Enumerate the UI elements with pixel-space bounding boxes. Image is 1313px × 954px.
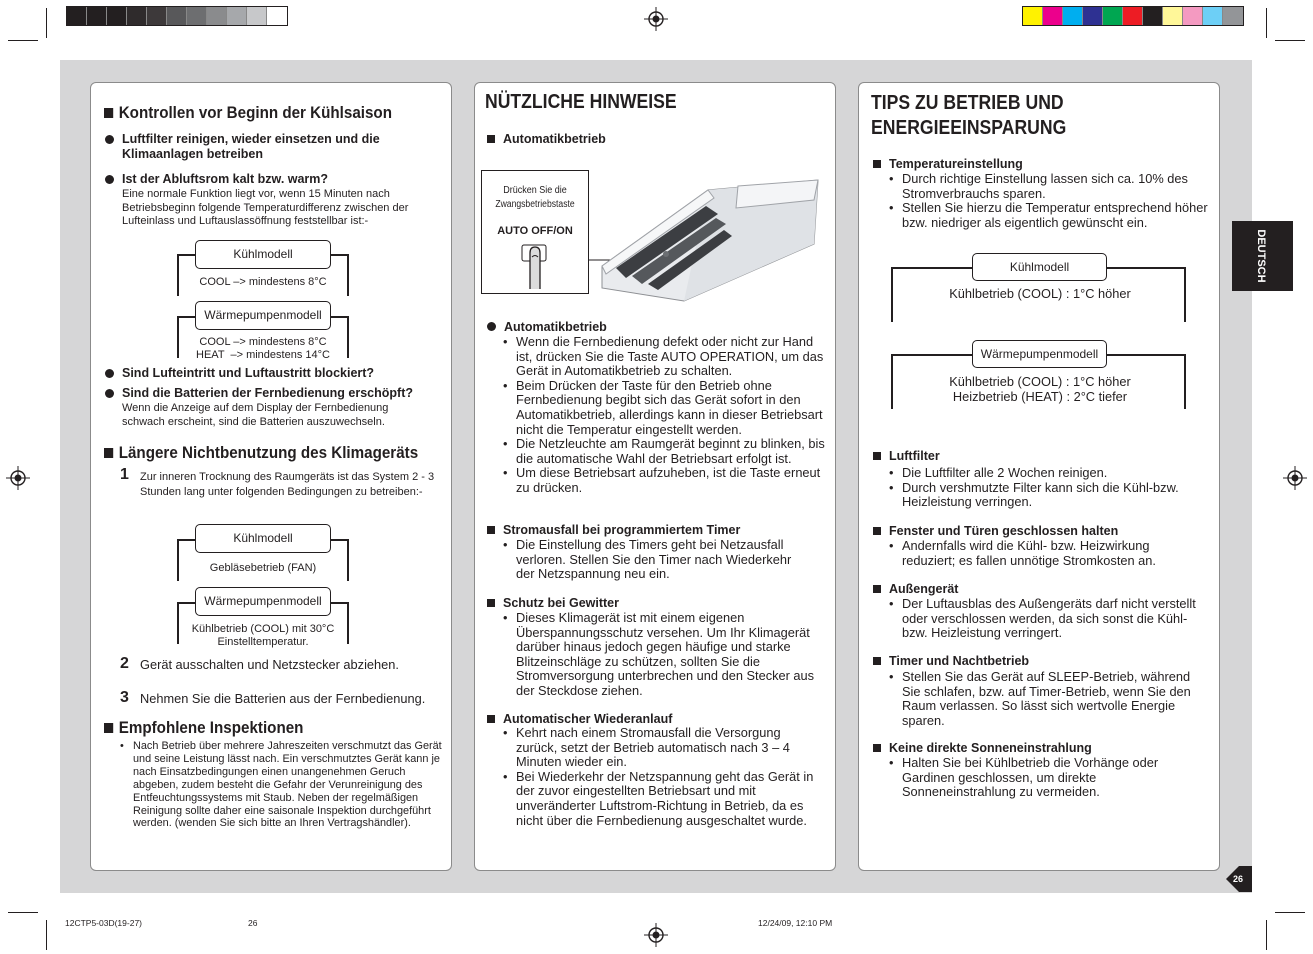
subsection-text: Automatischer Wiederanlauf [503, 712, 673, 726]
step-text: Nehmen Sie die Batterien aus der Fernbedienung. [140, 691, 426, 706]
subsection-text: Keine direkte Sonneneinstrahlung [889, 741, 1092, 755]
list-item: • Beim Drücken der Taste für den Betrieb ohne Fernbedienung begibt sich das Gerät sofort in den Automatikbetrieb, allerdings kann in dieser Betriebsart nicht die Temperatur eingestellt werden. [503, 379, 825, 437]
diagram-text: Kühlbetrieb (COOL) : 1°C höher [949, 286, 1131, 301]
list-item: • Andernfalls wird die Kühl- bzw. Heizwirkung reduziert; es fallen unnötige Stromkosten an. [889, 539, 1199, 568]
filter-list [889, 466, 1209, 510]
window-list [889, 539, 1199, 568]
diagram-text: Kühlbetrieb (COOL) : 1°C höher [949, 374, 1131, 389]
check-item: Luftfilter reinigen, wieder einsetzen und die Klimaanlagen betreiben [122, 132, 380, 161]
list-item: • Stellen Sie das Gerät auf SLEEP-Betrieb, während Sie schlafen, bzw. auf Timer-Betrieb, wenn Sie den Raum verlassen. So lässt sich wertvolle Energie sparen. [889, 670, 1211, 728]
list-item: • Nach Betrieb über mehrere Jahreszeiten verschmutzt das Gerät und seine Leistung lässt nach. Ein verschmutztes Gerät kann je nach Einsatzbedingungen einen unangenehmen Geruch abgeben, zudem besteht die Gefahr der Verunreinigung des Entfeuchtungssystems mit Staub. Neben der regelmäßigen Reinigung sollte daher eine saisonale Inspektion durchgeführt werden. (wenden Sie sich bitte an Ihren Vertragshändler). [120, 740, 442, 830]
outdoor-unit-list [889, 597, 1211, 641]
check-item: Ist der Abluftsrom kalt bzw. warm? [122, 172, 329, 186]
step-number: 3 [120, 689, 129, 706]
color-swatch [147, 7, 167, 25]
heading-text: Längere Nichtbenutzung des Klimageräts [118, 444, 419, 462]
list-item: • Halten Sie bei Kühlbetrieb die Vorhänge oder Gardinen geschlossen, um direkte Sonneneinstrahlung zu vermeiden. [889, 756, 1211, 800]
list-item: • Stellen Sie hierzu die Temperatur entsprechend höher bzw. niedriger als eigentlich gewünscht ein. [889, 201, 1211, 230]
registration-mark-icon [644, 923, 668, 947]
heading-text: Empfohlene Inspektionen [118, 719, 304, 737]
color-swatch [227, 7, 247, 25]
footer-page: 26 [248, 918, 258, 928]
footer-date: 12/24/09, 12:10 PM [758, 918, 833, 928]
list-item: • Wenn die Fernbedienung defekt oder nicht zur Hand ist, drücken Sie die Taste AUTO OPERATION, um das Gerät in Automatikbetrieb zu schalten. [503, 335, 825, 379]
diagram-text: Gebläsebetrieb (FAN) [209, 562, 317, 574]
list-item: • Die Netzleuchte am Raumgerät beginnt zu blinken, bis die automatische Wahl der Betriebsart erfolgt ist. [503, 437, 825, 466]
list-item: • Die Einstellung des Timers geht bei Netzausfall verloren. Stellen Sie den Timer nach Wiederkehr der Netzspannung neu ein. [503, 538, 813, 582]
heading-text: Kontrollen vor Beginn der Kühlsaison [118, 104, 392, 122]
page-title: TIPS ZU BETRIEB UND [871, 92, 1064, 114]
subsection-heading [873, 449, 940, 464]
subsection-text: Stromausfall bei programmiertem Timer [503, 523, 741, 537]
subsection-text: Außengerät [889, 582, 959, 596]
timer-list [889, 670, 1211, 728]
subsection-heading [487, 132, 606, 147]
color-swatch [1163, 7, 1183, 25]
page-title: ENERGIEEINSPARUNG [871, 117, 1067, 139]
indoor-unit-illustration [588, 160, 828, 305]
list-item: • Durch vershmutzte Filter kann sich die Kühl-bzw. Heizleistung verringen. [889, 481, 1209, 510]
page-number: 26 [1233, 874, 1244, 884]
remote-button-figure [481, 170, 589, 294]
subsection-heading [873, 157, 1023, 172]
check-item-text: Wenn die Anzeige auf dem Display der Fernbedienung schwach erscheint, sind die Batterien auszuwechseln. [122, 402, 389, 428]
diagram-text: Heizbetrieb (HEAT) : 2°C tiefer [952, 389, 1128, 404]
model-label-box: Wärmepumpenmodell [195, 301, 331, 330]
list-item: • Durch richtige Einstellung lassen sich ca. 10% des Stromverbrauchs sparen. [889, 172, 1211, 201]
bullet-icon [105, 135, 114, 144]
list-item: • Die Luftfilter alle 2 Wochen reinigen. [889, 466, 1209, 481]
color-swatch [1223, 7, 1243, 25]
grayscale-color-bar [66, 6, 288, 26]
bullet-icon [105, 369, 114, 378]
color-swatch [1063, 7, 1083, 25]
diagram-text: HEAT –> mindestens 14°C [196, 349, 330, 361]
subsection-text: Fenster und Türen geschlossen halten [889, 524, 1119, 538]
sunlight-list [889, 756, 1211, 800]
registration-mark-icon [1283, 466, 1307, 490]
power-failure-list [503, 538, 813, 582]
color-swatch [1203, 7, 1223, 25]
model-label-box: Kühlmodell [972, 253, 1107, 281]
registration-mark-icon [6, 466, 30, 490]
color-swatch [127, 7, 147, 25]
subsection-heading [873, 741, 1092, 756]
model-label-box: Wärmepumpenmodell [972, 340, 1107, 368]
color-swatch [207, 7, 227, 25]
figure-caption: Zwangsbetriebstaste [495, 199, 575, 210]
language-tab [1232, 221, 1293, 291]
color-swatch [67, 7, 87, 25]
diagram-text: Einstelltemperatur. [217, 636, 309, 648]
bullet-icon [487, 322, 496, 331]
list-item: • Dieses Klimagerät ist mit einem eigenen Überspannungsschutz versehen. Um Ihr Klimagerät darüber hinaus jedoch gegen häufige und starke Blitzeinschläge zu schützen, sollten Sie die Stromversorgung unterbrechen und den Stecker aus der Steckdose ziehen. [503, 611, 825, 699]
color-swatch [107, 7, 127, 25]
diagram-text: COOL –> mindestens 8°C [199, 276, 327, 288]
registration-mark-icon [644, 7, 668, 31]
check-item: Sind Lufteintritt und Luftaustritt blockiert? [122, 366, 375, 380]
subsection-text: Timer und Nachtbetrieb [889, 654, 1030, 668]
subsection-heading [487, 523, 740, 538]
color-swatch [1143, 7, 1163, 25]
list-item: • Der Luftausblas des Außengeräts darf nicht verstellt oder verschlossen werden, da sich sonst die Kühl- bzw. Heizleistung verringert. [889, 597, 1211, 641]
section-heading [104, 719, 303, 738]
auto-mode-list [503, 335, 825, 496]
subsection-text: Temperatureinstellung [889, 157, 1023, 171]
footer-code: 12CTP5-03D(19-27) [65, 918, 143, 928]
diagram-text: COOL –> mindestens 8°C [199, 336, 327, 348]
inspection-list [120, 740, 442, 830]
step-number: 1 [120, 466, 129, 483]
color-swatch [167, 7, 187, 25]
color-swatch [1103, 7, 1123, 25]
check-item: Sind die Batterien der Fernbedienung erschöpft? [122, 386, 414, 400]
color-swatch [187, 7, 207, 25]
language-tab-label: DEUTSCH [1255, 229, 1267, 283]
list-item: • Um diese Betriebsart aufzuheben, ist die Taste erneut zu drücken. [503, 466, 825, 495]
restart-list [503, 726, 825, 828]
auto-off-on-label: AUTO OFF/ON [497, 225, 573, 237]
section-heading [104, 104, 392, 123]
subsection-heading [873, 524, 1118, 539]
color-swatch [1043, 7, 1063, 25]
model-label-box: Kühlmodell [195, 240, 331, 269]
color-swatch [1083, 7, 1103, 25]
subsection-heading: Automatikbetrieb [504, 320, 607, 334]
subsection-text: Automatikbetrieb [503, 132, 606, 146]
diagram-text: Kühlbetrieb (COOL) mit 30°C [191, 623, 335, 635]
list-item: • Bei Wiederkehr der Netzspannung geht das Gerät in der zuvor eingestellten Betriebsart und mit unveränderter Luftstrom-Richtung in Betrieb, da es nicht über die Fernbedienung ausgeschaltet wurde. [503, 770, 825, 828]
figure-caption: Drücken Sie die [503, 185, 567, 196]
section-heading [104, 444, 418, 463]
color-swatch [1123, 7, 1143, 25]
list-item: • Kehrt nach einem Stromausfall die Versorgung zurück, setzt der Betrieb automatisch nach 3 – 4 Minuten wieder ein. [503, 726, 825, 770]
color-swatch [1183, 7, 1203, 25]
step-text: Zur inneren Trocknung des Raumgeräts ist das System 2 - 3 Stunden lang unter folgenden Bedingungen zu betreiben:- [140, 471, 435, 498]
storm-list [503, 611, 825, 699]
subsection-heading [873, 582, 958, 597]
step-text: Gerät ausschalten und Netzstecker abziehen. [140, 657, 399, 672]
color-swatch [267, 7, 287, 25]
subsection-heading [487, 596, 619, 611]
model-label-box: Wärmepumpenmodell [195, 587, 331, 616]
subsection-text: Schutz bei Gewitter [503, 596, 619, 610]
subsection-heading [873, 654, 1029, 669]
subsection-text: Luftfilter [889, 449, 940, 463]
step-number: 2 [120, 655, 129, 672]
color-swatch [1023, 7, 1043, 25]
finger-press-icon [516, 239, 556, 291]
page-title: NÜTZLICHE HINWEISE [485, 91, 677, 113]
process-color-bar [1022, 6, 1244, 26]
temperature-list [889, 172, 1211, 230]
bullet-icon [105, 175, 114, 184]
color-swatch [87, 7, 107, 25]
model-label-box: Kühlmodell [195, 524, 331, 553]
bullet-icon [105, 389, 114, 398]
check-item-text: Eine normale Funktion liegt vor, wenn 15 Minuten nach Betriebsbeginn folgende Temperaturdifferenz zwischen der Lufteinlass und Luftauslassöffnung feststellbar ist:- [122, 188, 409, 227]
color-swatch [247, 7, 267, 25]
